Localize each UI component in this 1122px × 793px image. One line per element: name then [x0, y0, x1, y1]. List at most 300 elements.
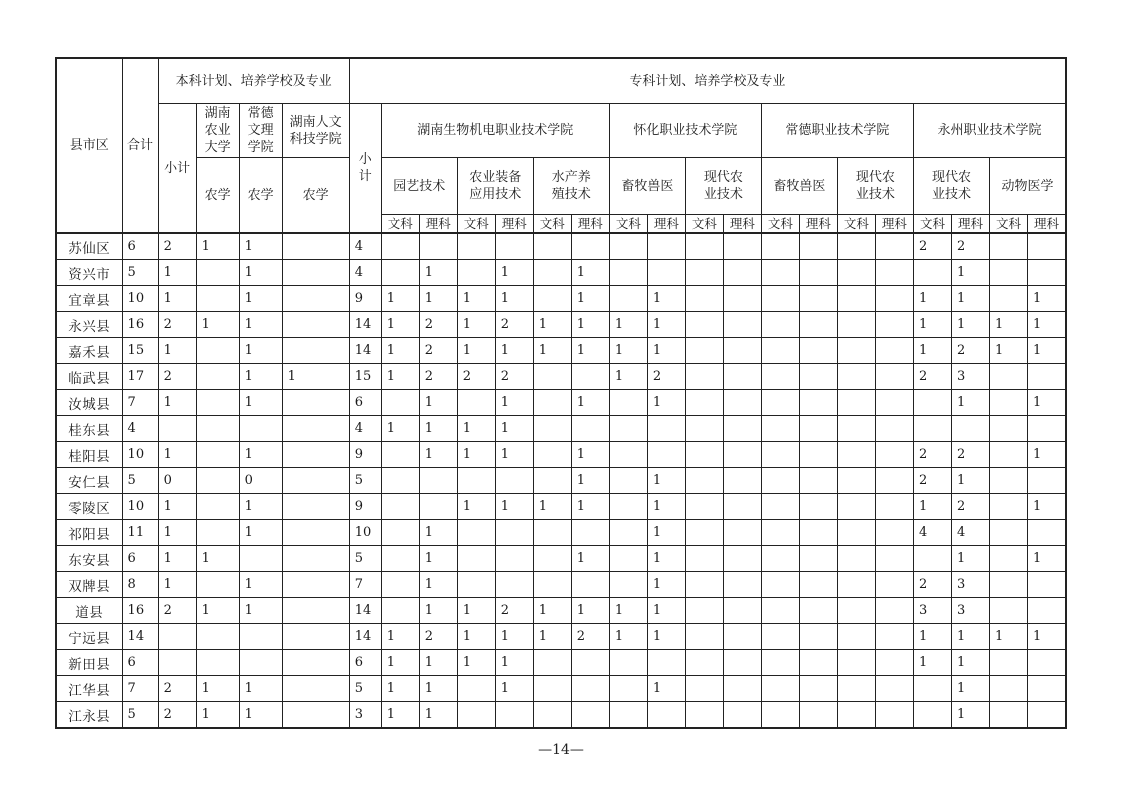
table-cell — [457, 390, 495, 416]
table-cell — [685, 572, 723, 598]
table-cell: 1 — [495, 494, 533, 520]
county-name: 资兴市 — [56, 260, 122, 286]
header-undergrad-group: 本科计划、培养学校及专业 — [158, 58, 349, 104]
table-cell — [723, 520, 761, 546]
table-cell: 2 — [495, 364, 533, 390]
table-cell: 0 — [158, 468, 196, 494]
table-cell: 1 — [239, 520, 282, 546]
table-cell — [875, 494, 913, 520]
table-cell: 1 — [609, 338, 647, 364]
table-row — [56, 468, 1066, 494]
table-cell — [837, 233, 875, 260]
table-cell — [723, 702, 761, 729]
table-cell — [609, 520, 647, 546]
table-cell: 1 — [913, 650, 951, 676]
table-cell — [495, 546, 533, 572]
table-cell: 1 — [951, 676, 989, 702]
table-cell: 2 — [158, 364, 196, 390]
table-cell — [381, 260, 419, 286]
table-cell — [685, 286, 723, 312]
table-cell: 1 — [951, 286, 989, 312]
table-cell — [533, 390, 571, 416]
table-cell — [837, 442, 875, 468]
table-cell: 2 — [158, 233, 196, 260]
table-cell — [799, 572, 837, 598]
header-major-xdny-cd-text: 现代农 业技术 — [855, 170, 895, 202]
table-cell — [609, 676, 647, 702]
table-row — [56, 233, 1066, 260]
table-cell: 3 — [951, 572, 989, 598]
table-cell: 1 — [951, 546, 989, 572]
table-cell: 1 — [571, 260, 609, 286]
table-cell — [837, 520, 875, 546]
table-cell — [837, 546, 875, 572]
table-cell — [571, 520, 609, 546]
table-cell — [761, 416, 799, 442]
table-cell — [837, 260, 875, 286]
table-cell — [282, 416, 349, 442]
table-cell — [723, 260, 761, 286]
header-wen: 文科 — [457, 215, 495, 234]
table-cell: 1 — [1027, 494, 1066, 520]
table-cell: 1 — [571, 442, 609, 468]
table-cell — [837, 312, 875, 338]
header-major-dwyx: 动物医学 — [989, 158, 1066, 215]
table-cell — [685, 390, 723, 416]
table-cell: 2 — [951, 233, 989, 260]
table-cell — [571, 650, 609, 676]
table-cell — [837, 702, 875, 729]
table-cell — [1027, 572, 1066, 598]
table-cell: 1 — [457, 494, 495, 520]
table-cell — [381, 468, 419, 494]
header-wen: 文科 — [533, 215, 571, 234]
table-cell: 1 — [913, 624, 951, 650]
table-cell — [875, 260, 913, 286]
table-cell — [761, 676, 799, 702]
table-cell: 3 — [951, 364, 989, 390]
table-cell: 8 — [122, 572, 158, 598]
table-cell: 1 — [239, 572, 282, 598]
table-cell — [989, 676, 1027, 702]
header-major-hnrw: 农学 — [282, 158, 349, 234]
table-row — [56, 494, 1066, 520]
table-cell: 7 — [122, 676, 158, 702]
table-cell: 4 — [951, 520, 989, 546]
table-cell — [196, 338, 239, 364]
table-cell: 16 — [122, 598, 158, 624]
table-cell — [761, 233, 799, 260]
table-cell: 1 — [457, 598, 495, 624]
table-cell — [381, 442, 419, 468]
table-row — [56, 260, 1066, 286]
table-cell — [196, 364, 239, 390]
table-row — [56, 572, 1066, 598]
table-cell — [457, 702, 495, 729]
table-cell — [989, 233, 1027, 260]
table-cell — [761, 442, 799, 468]
table-cell: 1 — [1027, 312, 1066, 338]
table-cell: 2 — [913, 572, 951, 598]
table-cell: 1 — [158, 286, 196, 312]
table-cell — [875, 364, 913, 390]
table-cell: 15 — [349, 364, 381, 390]
table-cell — [799, 702, 837, 729]
table-cell — [799, 233, 837, 260]
header-major-scyz-text: 水产养 殖技术 — [551, 170, 591, 202]
table-cell: 14 — [349, 624, 381, 650]
table-row — [56, 442, 1066, 468]
table-cell: 2 — [419, 312, 457, 338]
table-cell — [761, 260, 799, 286]
table-cell — [989, 468, 1027, 494]
table-cell — [723, 312, 761, 338]
table-cell — [685, 494, 723, 520]
header-school-changde: 常德职业技术学院 — [761, 104, 913, 158]
table-cell: 1 — [381, 364, 419, 390]
table-body — [56, 233, 1066, 728]
table-cell — [495, 520, 533, 546]
table-cell — [196, 572, 239, 598]
table-cell — [799, 338, 837, 364]
table-cell — [685, 546, 723, 572]
table-cell: 1 — [239, 286, 282, 312]
table-cell: 1 — [533, 624, 571, 650]
table-cell: 1 — [647, 468, 685, 494]
table-cell — [875, 520, 913, 546]
table-cell: 2 — [495, 312, 533, 338]
table-cell: 1 — [196, 598, 239, 624]
county-name: 新田县 — [56, 650, 122, 676]
table-cell: 1 — [913, 286, 951, 312]
table-cell: 1 — [571, 338, 609, 364]
table-cell: 1 — [647, 676, 685, 702]
table-cell — [609, 260, 647, 286]
table-cell — [723, 390, 761, 416]
county-name: 双牌县 — [56, 572, 122, 598]
table-cell: 1 — [381, 624, 419, 650]
table-cell — [196, 442, 239, 468]
table-cell — [799, 390, 837, 416]
table-cell — [913, 702, 951, 729]
table-cell — [913, 546, 951, 572]
header-school-hnrw-text: 湖南人文 科技学院 — [289, 114, 342, 147]
table-cell — [761, 364, 799, 390]
table-cell — [685, 442, 723, 468]
table-cell: 2 — [158, 312, 196, 338]
table-cell: 1 — [495, 286, 533, 312]
table-cell — [913, 390, 951, 416]
county-name: 苏仙区 — [56, 233, 122, 260]
table-cell: 1 — [495, 676, 533, 702]
table-cell: 1 — [647, 624, 685, 650]
table-cell: 1 — [571, 494, 609, 520]
table-cell — [989, 390, 1027, 416]
table-cell — [381, 572, 419, 598]
table-cell — [158, 624, 196, 650]
table-cell: 1 — [196, 702, 239, 729]
table-cell — [989, 546, 1027, 572]
table-cell: 1 — [381, 702, 419, 729]
header-vocational-group: 专科计划、培养学校及专业 — [349, 58, 1066, 104]
table-cell — [571, 416, 609, 442]
table-cell — [723, 572, 761, 598]
table-cell: 10 — [122, 286, 158, 312]
table-cell — [381, 520, 419, 546]
table-cell — [457, 676, 495, 702]
table-cell — [951, 416, 989, 442]
table-cell: 1 — [571, 286, 609, 312]
table-cell: 2 — [913, 442, 951, 468]
table-cell: 1 — [419, 416, 457, 442]
table-cell: 1 — [951, 312, 989, 338]
table-cell: 1 — [457, 624, 495, 650]
table-cell: 2 — [419, 364, 457, 390]
table-cell — [799, 286, 837, 312]
county-name: 祁阳县 — [56, 520, 122, 546]
table-cell: 11 — [122, 520, 158, 546]
table-cell: 1 — [495, 260, 533, 286]
table-cell: 2 — [158, 676, 196, 702]
table-cell — [837, 598, 875, 624]
table-cell — [761, 702, 799, 729]
table-cell: 1 — [239, 312, 282, 338]
table-cell — [196, 286, 239, 312]
table-cell: 2 — [913, 468, 951, 494]
table-cell — [196, 468, 239, 494]
table-cell: 5 — [349, 546, 381, 572]
table-cell: 2 — [647, 364, 685, 390]
table-cell — [533, 286, 571, 312]
table-cell — [761, 338, 799, 364]
table-row — [56, 676, 1066, 702]
table-cell — [239, 546, 282, 572]
table-cell: 1 — [951, 260, 989, 286]
table-cell: 1 — [158, 520, 196, 546]
table-cell — [609, 572, 647, 598]
table-cell: 17 — [122, 364, 158, 390]
table-cell — [761, 286, 799, 312]
table-cell — [761, 468, 799, 494]
table-cell — [239, 416, 282, 442]
table-cell — [647, 702, 685, 729]
table-cell: 1 — [196, 233, 239, 260]
table-cell: 2 — [951, 338, 989, 364]
table-cell: 2 — [951, 494, 989, 520]
table-cell: 1 — [419, 676, 457, 702]
table-cell: 2 — [495, 598, 533, 624]
header-wen: 文科 — [381, 215, 419, 234]
table-cell — [457, 468, 495, 494]
header-school-cdwl-text: 常德 文理 学院 — [247, 106, 274, 155]
table-cell — [196, 650, 239, 676]
header-school-huaihua: 怀化职业技术学院 — [609, 104, 761, 158]
table-cell — [723, 676, 761, 702]
table-cell — [571, 702, 609, 729]
county-name: 临武县 — [56, 364, 122, 390]
table-cell: 9 — [349, 442, 381, 468]
table-cell — [1027, 676, 1066, 702]
table-row — [56, 546, 1066, 572]
table-cell — [282, 546, 349, 572]
table-cell: 1 — [457, 650, 495, 676]
table-cell: 1 — [196, 312, 239, 338]
table-cell — [381, 390, 419, 416]
table-cell — [723, 468, 761, 494]
table-cell: 1 — [571, 390, 609, 416]
table-cell — [761, 598, 799, 624]
table-cell: 1 — [1027, 442, 1066, 468]
table-cell — [282, 598, 349, 624]
header-li: 理科 — [875, 215, 913, 234]
table-cell — [837, 572, 875, 598]
header-school-cdwl — [239, 104, 282, 158]
table-cell: 1 — [457, 442, 495, 468]
table-cell — [1027, 598, 1066, 624]
table-cell: 2 — [457, 364, 495, 390]
table-cell: 1 — [571, 468, 609, 494]
table-cell: 1 — [419, 572, 457, 598]
table-cell — [837, 624, 875, 650]
table-cell — [989, 598, 1027, 624]
table-cell — [282, 520, 349, 546]
table-cell — [571, 572, 609, 598]
table-cell: 1 — [533, 494, 571, 520]
header-school-hnau-text: 湖南 农业 大学 — [204, 106, 231, 155]
table-cell — [723, 624, 761, 650]
table-cell: 1 — [495, 338, 533, 364]
table-cell — [761, 312, 799, 338]
county-name: 江华县 — [56, 676, 122, 702]
table-cell: 1 — [381, 312, 419, 338]
table-cell: 1 — [457, 286, 495, 312]
table-cell — [875, 233, 913, 260]
county-name: 嘉禾县 — [56, 338, 122, 364]
table-cell: 9 — [349, 494, 381, 520]
table-cell: 6 — [349, 650, 381, 676]
table-cell — [989, 286, 1027, 312]
table-cell: 1 — [419, 702, 457, 729]
table-cell: 1 — [457, 416, 495, 442]
table-cell: 1 — [158, 494, 196, 520]
header-li: 理科 — [419, 215, 457, 234]
table-cell — [282, 260, 349, 286]
table-cell: 1 — [647, 494, 685, 520]
table-cell: 4 — [122, 416, 158, 442]
table-cell — [1027, 260, 1066, 286]
table-cell — [282, 233, 349, 260]
table-cell — [761, 650, 799, 676]
table-cell — [495, 702, 533, 729]
header-major-xdny-cd — [837, 158, 913, 215]
table-cell: 14 — [122, 624, 158, 650]
table-cell: 1 — [647, 312, 685, 338]
table-cell: 1 — [609, 364, 647, 390]
table-row — [56, 624, 1066, 650]
table-cell — [685, 676, 723, 702]
table-cell — [196, 520, 239, 546]
table-cell — [723, 233, 761, 260]
table-cell: 3 — [349, 702, 381, 729]
header-major-yuanyi: 园艺技术 — [381, 158, 457, 215]
table-cell — [837, 364, 875, 390]
table-cell — [533, 546, 571, 572]
table-cell — [685, 260, 723, 286]
table-cell — [989, 520, 1027, 546]
table-cell — [913, 676, 951, 702]
table-cell — [282, 494, 349, 520]
table-cell — [533, 572, 571, 598]
header-vocational-subtotal-text: 小 计 — [358, 152, 372, 184]
table-row — [56, 520, 1066, 546]
header-school-hnsw: 湖南生物机电职业技术学院 — [381, 104, 609, 158]
table-cell — [799, 442, 837, 468]
table-cell — [875, 312, 913, 338]
table-cell: 14 — [349, 598, 381, 624]
table-cell — [609, 650, 647, 676]
table-cell: 1 — [239, 233, 282, 260]
table-row — [56, 650, 1066, 676]
table-cell — [989, 650, 1027, 676]
table-cell: 1 — [239, 364, 282, 390]
table-cell — [1027, 520, 1066, 546]
table-cell — [196, 624, 239, 650]
table-cell — [196, 494, 239, 520]
table-cell: 3 — [913, 598, 951, 624]
header-major-cdwl: 农学 — [239, 158, 282, 234]
table-cell: 6 — [349, 390, 381, 416]
table-cell: 1 — [571, 546, 609, 572]
table-cell — [609, 286, 647, 312]
table-cell: 1 — [196, 676, 239, 702]
table-cell — [282, 624, 349, 650]
header-major-xdny-yz-text: 现代农 业技术 — [931, 170, 971, 202]
table-cell — [282, 338, 349, 364]
table-cell — [837, 286, 875, 312]
header-wen: 文科 — [837, 215, 875, 234]
header-li: 理科 — [647, 215, 685, 234]
table-cell: 1 — [913, 494, 951, 520]
table-cell: 1 — [196, 546, 239, 572]
table-cell — [1027, 233, 1066, 260]
table-cell — [457, 233, 495, 260]
table-cell — [913, 416, 951, 442]
table-cell — [1027, 702, 1066, 729]
table-cell: 1 — [989, 624, 1027, 650]
header-li: 理科 — [1027, 215, 1066, 234]
table-cell: 1 — [158, 442, 196, 468]
table-cell — [989, 572, 1027, 598]
county-name: 安仁县 — [56, 468, 122, 494]
table-cell — [282, 468, 349, 494]
table-cell — [196, 260, 239, 286]
table-cell — [685, 598, 723, 624]
table-cell: 1 — [647, 520, 685, 546]
header-major-xdny-hh — [685, 158, 761, 215]
table-cell: 1 — [457, 338, 495, 364]
table-cell — [875, 416, 913, 442]
table-cell: 1 — [951, 468, 989, 494]
table-cell — [989, 494, 1027, 520]
table-cell: 4 — [349, 260, 381, 286]
table-cell — [381, 233, 419, 260]
table-cell — [282, 390, 349, 416]
header-school-yongzhou: 永州职业技术学院 — [913, 104, 1066, 158]
table-cell: 1 — [495, 416, 533, 442]
table-cell: 1 — [647, 572, 685, 598]
table-cell — [533, 702, 571, 729]
table-cell: 7 — [349, 572, 381, 598]
